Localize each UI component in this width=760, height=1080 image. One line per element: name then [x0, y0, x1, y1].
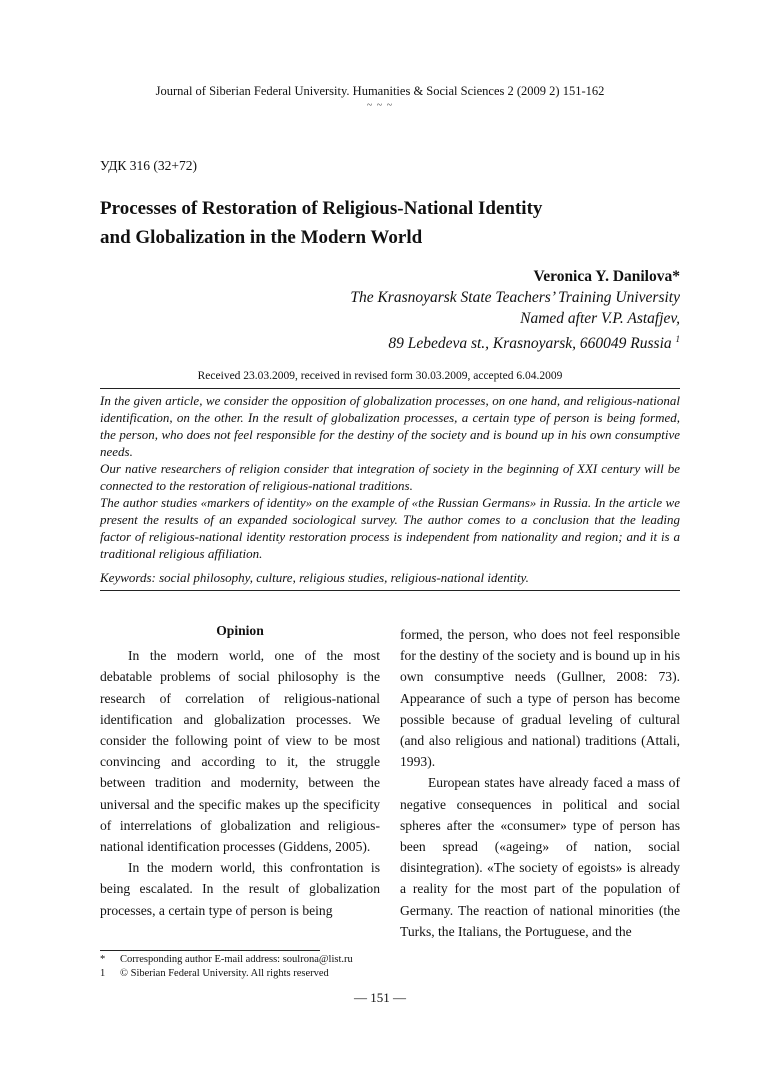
udk-code: УДК 316 (32+72): [100, 158, 198, 173]
footnote: [100, 967, 353, 981]
footnote-text: © Siberian Federal University. All rights reserved: [120, 968, 329, 979]
abstract-top-rule: [100, 388, 680, 389]
abstract-paragraph: In the given article, we consider the opposition of globalization processes, on one hand, and religious-national identification, on the other. In the result of globalization processes, a certain type of person is being formed, the person, who does not feel responsible for the destiny of the society and is bound up in his own consumptive needs.: [100, 393, 680, 459]
header-ornament: ~ ~ ~: [366, 100, 394, 111]
footnote-mark: *: [100, 954, 106, 965]
body-column-left: [100, 620, 380, 921]
author-block: [350, 266, 680, 354]
body-paragraph: In the modern world, one of the most debatable problems of social philosophy is the research of correlation of religious-national identification and globalization processes. We consider the following point of view to be most convincing and according to it, the struggle between tradition and modernity, between the universal and the specific makes up the specificity of interrelations of globalization and religious-national identification processes (Giddens, 2005).: [100, 648, 380, 855]
journal-header: Journal of Siberian Federal University. Humanities & Social Sciences 2 (2009 2) 151-162: [155, 84, 605, 98]
body-paragraph: European states have already faced a mass of negative consequences in political and social spheres after the «consumer» type of person has been spread («ageing» of nation, social disintegration). «The society of egoists» is already a reality for the most part of the population of Germany. The reaction of national minorities (the Turks, the Italians, the Portuguese, and the: [400, 775, 680, 939]
title-line-1: Processes of Restoration of Religious-National Identity: [100, 198, 543, 219]
footnote-rule: [100, 950, 320, 951]
abstract-bottom-rule: [100, 590, 680, 591]
abstract-paragraph: Our native researchers of religion consider that integration of society in the beginning of XXI century will be connected to the restoration of religious-national traditions.: [100, 461, 680, 493]
title-line-2: and Globalization in the Modern World: [100, 227, 423, 248]
affiliation-address: 89 Lebedeva st., Krasnoyarsk, 660049 Russia: [388, 335, 676, 353]
section-heading: Opinion: [216, 623, 264, 638]
body-paragraph: In the modern world, this confrontation is being escalated. In the result of globalization processes, a certain type of person is being: [100, 860, 380, 918]
affiliation-line-3: [350, 329, 680, 354]
received-dates: Received 23.03.2009, received in revised form 30.03.2009, accepted 6.04.2009: [197, 370, 563, 382]
body-column-right: [400, 624, 680, 942]
footnote-text: Corresponding author E-mail address: soulrona@list.ru: [120, 954, 353, 965]
affiliation-line-2: Named after V.P. Astafjev,: [520, 310, 680, 327]
author-name: Veronica Y. Danilova*: [533, 268, 680, 285]
keywords: Keywords: social philosophy, culture, religious studies, religious-national identity.: [100, 570, 529, 585]
footnote: [100, 953, 353, 967]
affiliation-footnote-mark: 1: [675, 334, 680, 344]
page-number: — 151 —: [354, 990, 406, 1005]
footnotes: [100, 953, 353, 981]
abstract: [100, 392, 680, 562]
footnote-mark: 1: [100, 968, 106, 979]
body-paragraph: formed, the person, who does not feel responsible for the destiny of the society and is bound up in his own consumptive needs (Gullner, 2008: 73). Appearance of such a type of person has become possible because of gradual leveling of cultural (and also religious and national) traditions (Attali, 1993).: [400, 627, 680, 770]
abstract-paragraph: The author studies «markers of identity» on the example of «the Russian Germans» in Russia. In the article we present the results of an expanded sociological survey. The author comes to a conclusion that the leading factor of religious-national identity restoration process is independent from nationality and region; and it is a traditional religious affiliation.: [100, 495, 680, 561]
affiliation-line-1: The Krasnoyarsk State Teachers’ Training University: [350, 289, 680, 306]
article-title: [100, 194, 660, 252]
